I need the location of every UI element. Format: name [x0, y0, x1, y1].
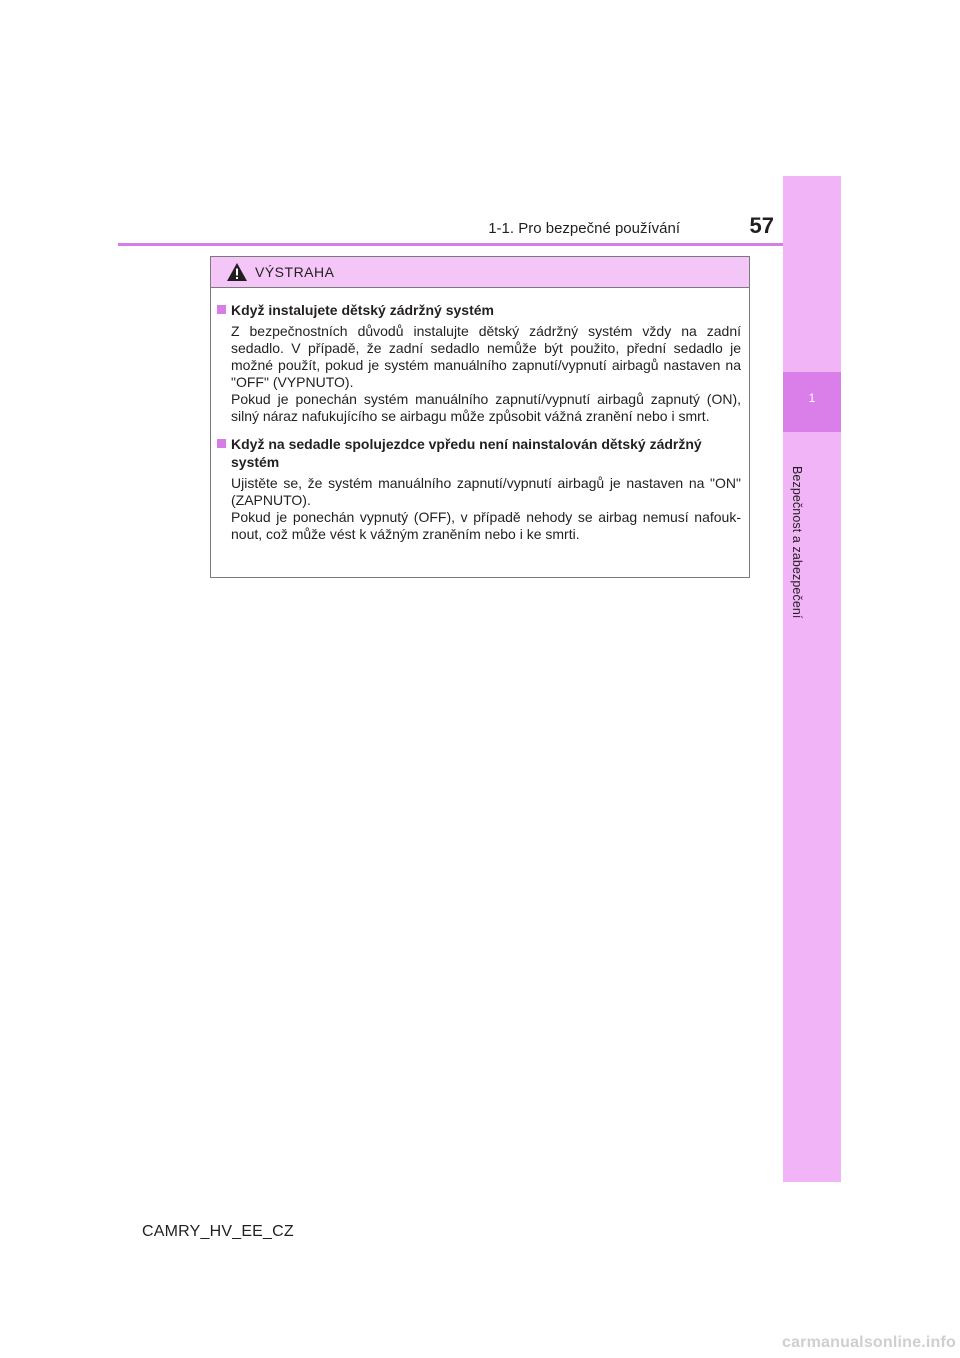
document-code: CAMRY_HV_EE_CZ [142, 1223, 294, 1240]
warning-paragraph: Ujistěte se, že systém manuálního zapnutí/vypnutí airbagů je nastaven na "ON" (ZAPNUTO). [231, 475, 741, 508]
square-bullet-icon [217, 439, 226, 448]
chapter-side-tab [783, 176, 841, 1182]
warning-triangle-icon [226, 262, 248, 282]
warning-item-text [231, 323, 741, 425]
warning-paragraph: Pokud je ponechán vypnutý (OFF), v případě nehody se airbag nemusí nafouk- nout, což může vést k vážným zraněním nebo i ke smrti. [231, 509, 741, 542]
warning-paragraph: Pokud je ponechán systém manuálního zapnutí/vypnutí airbagů zapnutý (ON), silný náraz nafukujícího se airbagu může způsobit vážná zranění nebo i smrt. [231, 391, 741, 424]
warning-item [217, 301, 741, 425]
warning-item [217, 435, 741, 543]
warning-item-heading: Když instalujete dětský zádržný systém [231, 302, 494, 318]
warning-item-heading: Když na sedadle spolujezdce vpředu není nainstalován dětský zádržný systém [231, 436, 702, 470]
section-title: 1-1. Pro bezpečné používání [488, 220, 680, 237]
warning-label: VÝSTRAHA [255, 264, 335, 280]
warning-paragraph: Z bezpečnostních důvodů instalujte dětský zádržný systém vždy na zadní sedadlo. V případě, že zadní sedadlo nemůže být použito, přední sedadlo je možné použít, pokud je systém manuálního zapnutí/vypnutí airbagů nastaven na "OFF" (VYPNUTO). [231, 323, 741, 390]
header-rule [118, 243, 841, 246]
page-number: 57 [749, 213, 774, 238]
square-bullet-icon [217, 305, 226, 314]
warning-box [210, 256, 750, 578]
chapter-number: 1 [808, 391, 816, 405]
chapter-title: Bezpečnost a zabezpečení [790, 466, 804, 619]
warning-body [211, 288, 749, 543]
warning-header [211, 257, 749, 288]
warning-item-text [231, 475, 741, 543]
watermark: carmanualsonline.info [781, 1334, 956, 1351]
